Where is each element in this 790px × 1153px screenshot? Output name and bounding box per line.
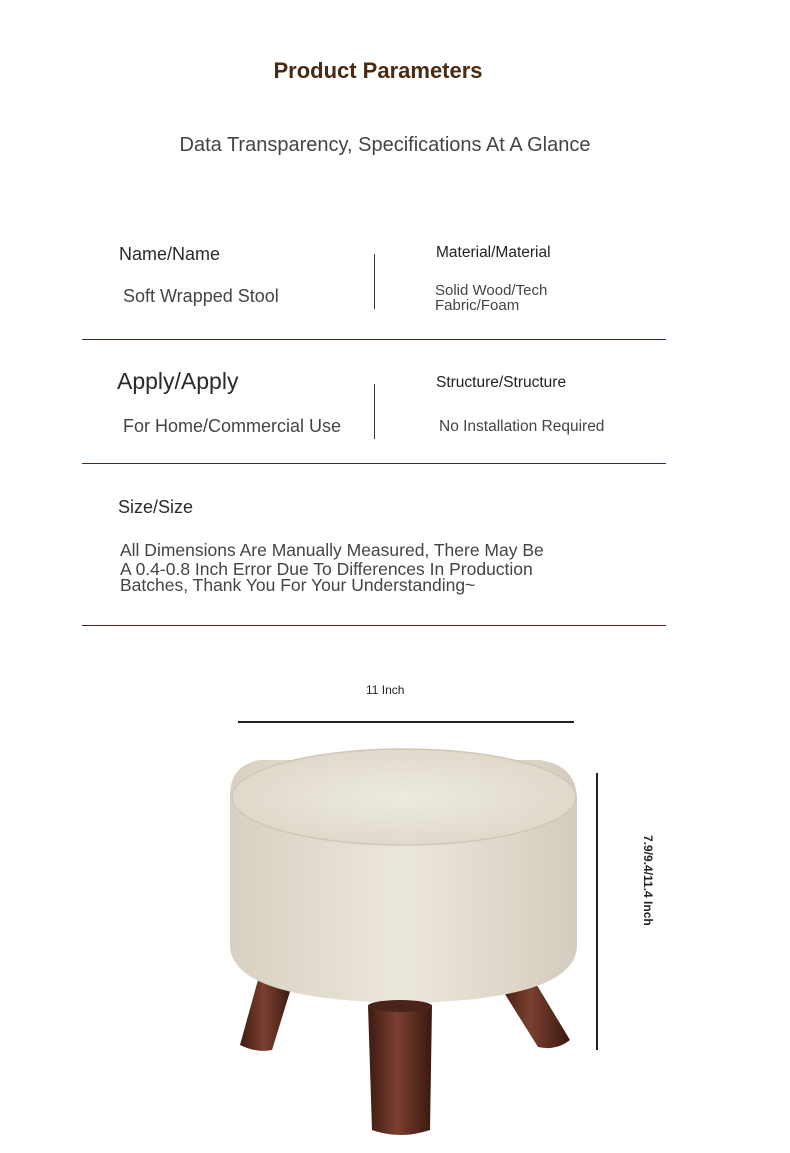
size-label: Size/Size — [118, 497, 194, 517]
structure-value: No Installation Required — [439, 418, 605, 435]
height-dimension-label: 7.9/9.4/11.4 Inch — [641, 835, 655, 926]
size-note-line3: Batches, Thank You For Your Understanding~ — [120, 575, 476, 595]
page-title: Product Parameters — [273, 58, 483, 83]
stool-leg-front — [368, 1005, 432, 1135]
vertical-divider — [374, 254, 375, 309]
apply-value: For Home/Commercial Use — [123, 416, 342, 436]
width-dimension-line — [238, 721, 574, 723]
stool-image — [220, 735, 590, 1140]
vertical-divider — [374, 384, 375, 439]
row-divider — [82, 339, 666, 340]
structure-label: Structure/Structure — [436, 374, 567, 391]
size-note-line2: A 0.4-0.8 Inch Error Due To Differences In Production — [120, 559, 533, 579]
page-subtitle: Data Transparency, Specifications At A Glance — [179, 134, 591, 156]
row-divider — [82, 625, 666, 626]
row-divider — [82, 463, 666, 464]
apply-label: Apply/Apply — [117, 368, 239, 394]
material-value-line2: Fabric/Foam — [435, 297, 520, 314]
height-dimension-line — [596, 773, 598, 1050]
material-label: Material/Material — [436, 244, 551, 261]
material-value-line1: Solid Wood/Tech — [435, 282, 548, 299]
name-label: Name/Name — [119, 244, 221, 264]
width-dimension-label: 11 Inch — [366, 683, 405, 697]
size-note-line1: All Dimensions Are Manually Measured, There May Be — [120, 540, 544, 560]
stool-leg-left — [240, 980, 292, 1051]
name-value: Soft Wrapped Stool — [123, 286, 279, 306]
